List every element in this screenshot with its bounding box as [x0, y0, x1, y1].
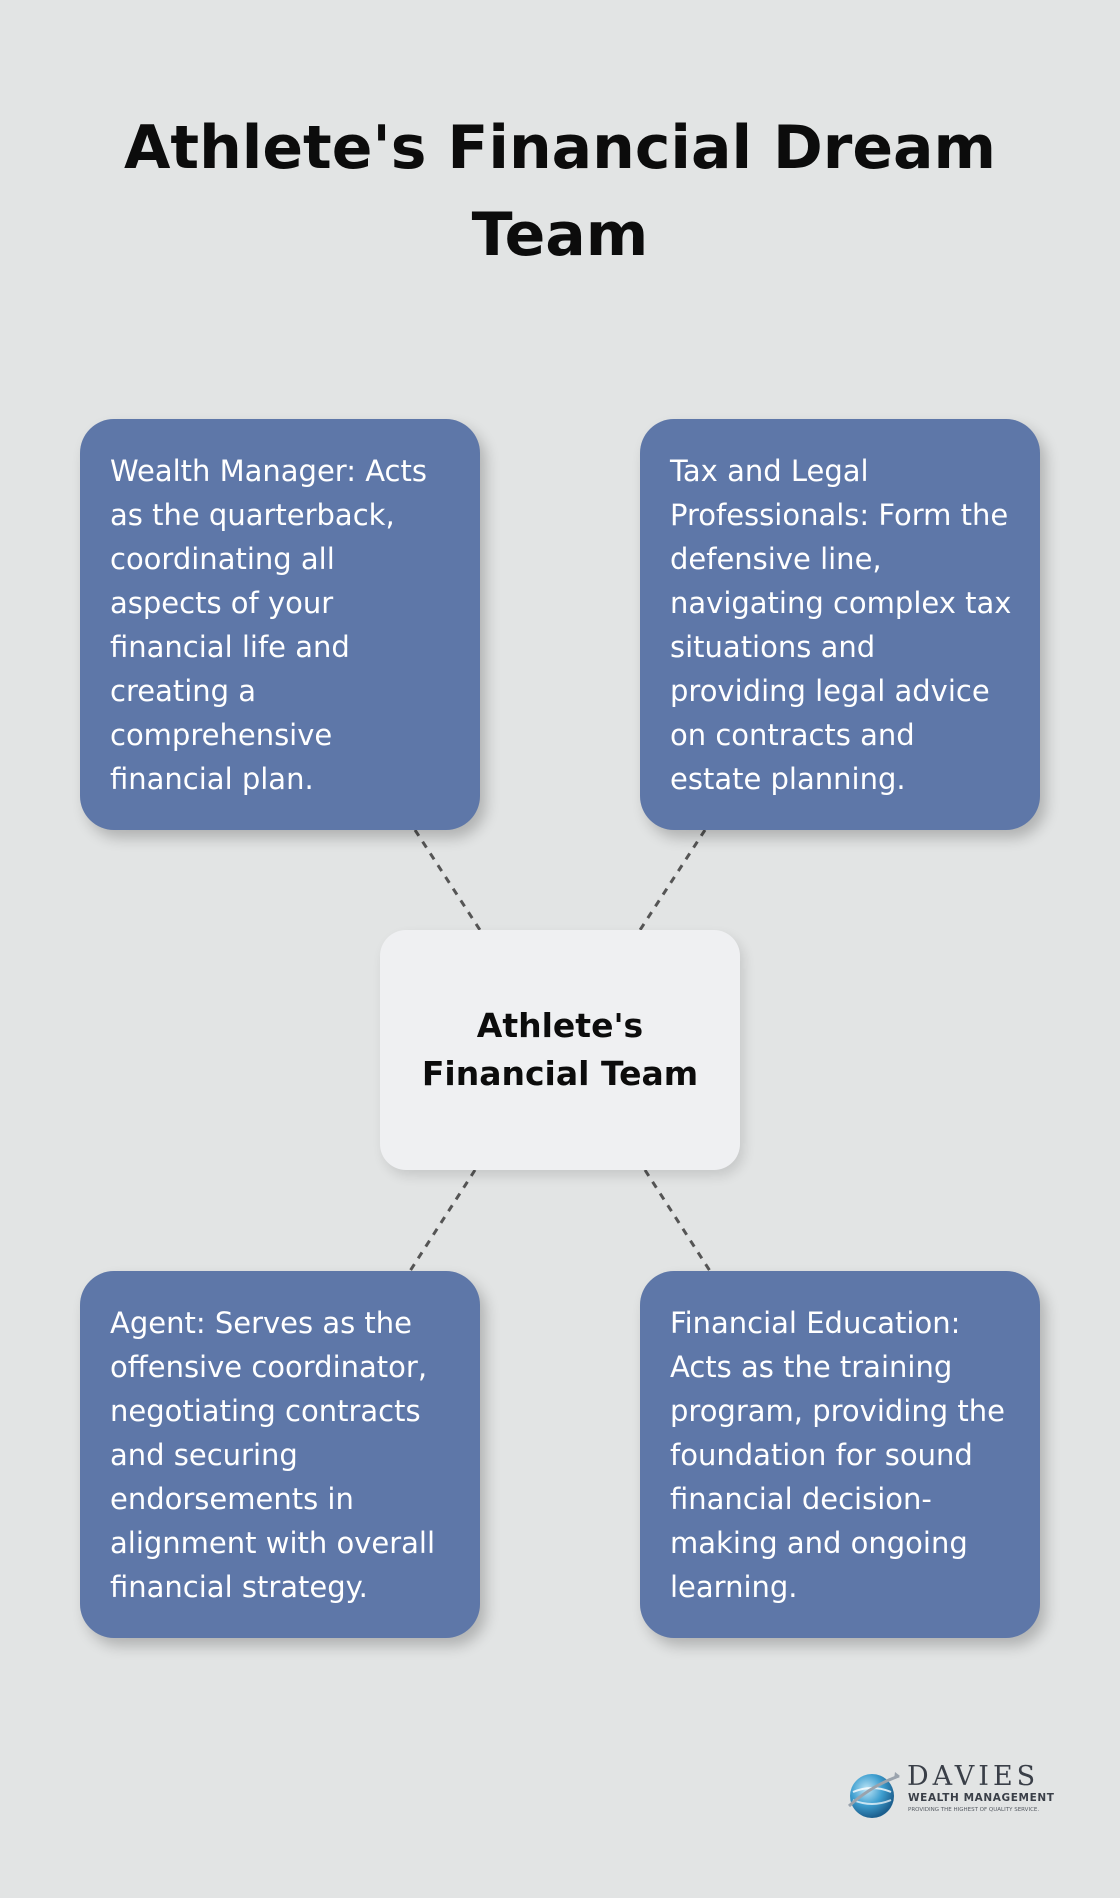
card-text: Wealth Manager: Acts as the quarterback, coordinating all aspects of your financial life and creating a comprehensive financial plan.: [110, 454, 427, 796]
card-wealth-manager: [80, 419, 480, 830]
logo-tagline: PROVIDING THE HIGHEST OF QUALITY SERVICE.: [908, 1807, 1040, 1813]
card-text: Tax and Legal Professionals: Form the defensive line, navigating complex tax situations and providing legal advice on contracts and estate planning.: [670, 454, 1012, 796]
connector-top-right: [640, 830, 705, 930]
company-logo: [845, 1762, 1055, 1824]
card-tax-legal: [640, 419, 1040, 830]
center-node: [380, 930, 740, 1170]
connector-bottom-right: [645, 1170, 710, 1271]
card-text: Financial Education: Acts as the training program, providing the foundation for sound financial decision-making and ongoing learning.: [670, 1306, 1005, 1604]
connector-top-left: [415, 830, 480, 930]
card-agent: [80, 1271, 480, 1638]
card-financial-education: [640, 1271, 1040, 1638]
page-title: Athlete's Financial Dream Team: [123, 113, 997, 270]
connector-bottom-left: [410, 1170, 475, 1271]
center-label: Athlete's Financial Team: [421, 1006, 699, 1093]
logo-name: DAVIES: [907, 1761, 1040, 1792]
globe-icon: [845, 1766, 901, 1822]
card-text: Agent: Serves as the offensive coordinator, negotiating contracts and securing endorsements in alignment with overall financial strategy.: [110, 1306, 436, 1604]
logo-subtitle: WEALTH MANAGEMENT: [908, 1792, 1055, 1804]
